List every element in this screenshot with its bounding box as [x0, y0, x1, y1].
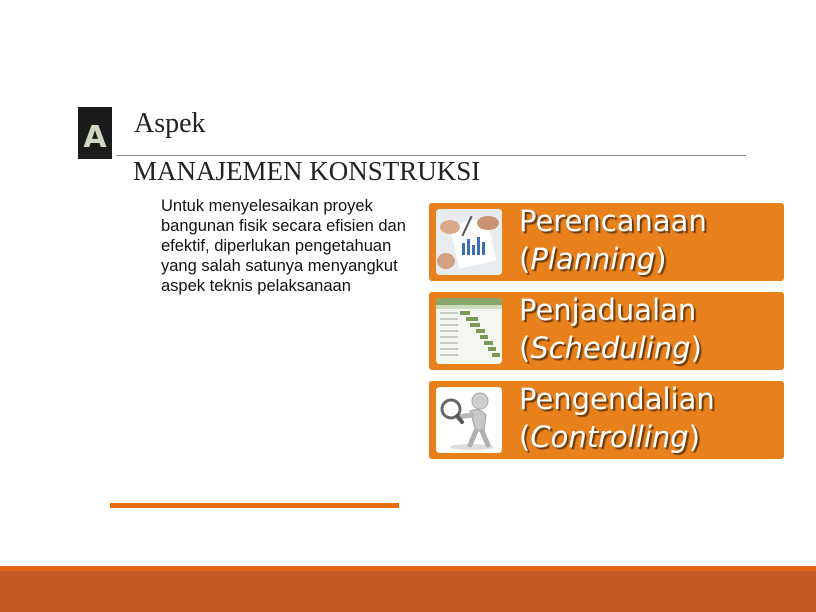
- item-label-planning: Perencanaan (Planning): [519, 204, 707, 276]
- section-letter: A: [83, 119, 107, 155]
- footer-band: [0, 571, 816, 612]
- item-label-controlling: Pengendalian (Controlling): [519, 382, 715, 454]
- item-card-planning: [428, 202, 785, 282]
- gantt-chart-icon: [436, 298, 502, 364]
- section-letter-badge: [78, 107, 112, 159]
- accent-bar: [110, 503, 399, 508]
- page-title: Aspek: [134, 108, 206, 139]
- item-card-scheduling: [428, 291, 785, 371]
- item-label-scheduling: Penjadualan (Scheduling): [519, 293, 702, 365]
- body-paragraph: Untuk menyelesaikan proyek bangunan fisik secara efisien dan efektif, diperlukan pengetahuan yang salah satunya menyangkut aspek teknis pelaksanaan: [161, 197, 406, 295]
- item-card-controlling: [428, 380, 785, 460]
- planning-meeting-icon: [436, 209, 502, 275]
- page-subtitle: MANAJEMEN KONSTRUKSI: [133, 156, 481, 186]
- magnifier-person-icon: [436, 387, 502, 453]
